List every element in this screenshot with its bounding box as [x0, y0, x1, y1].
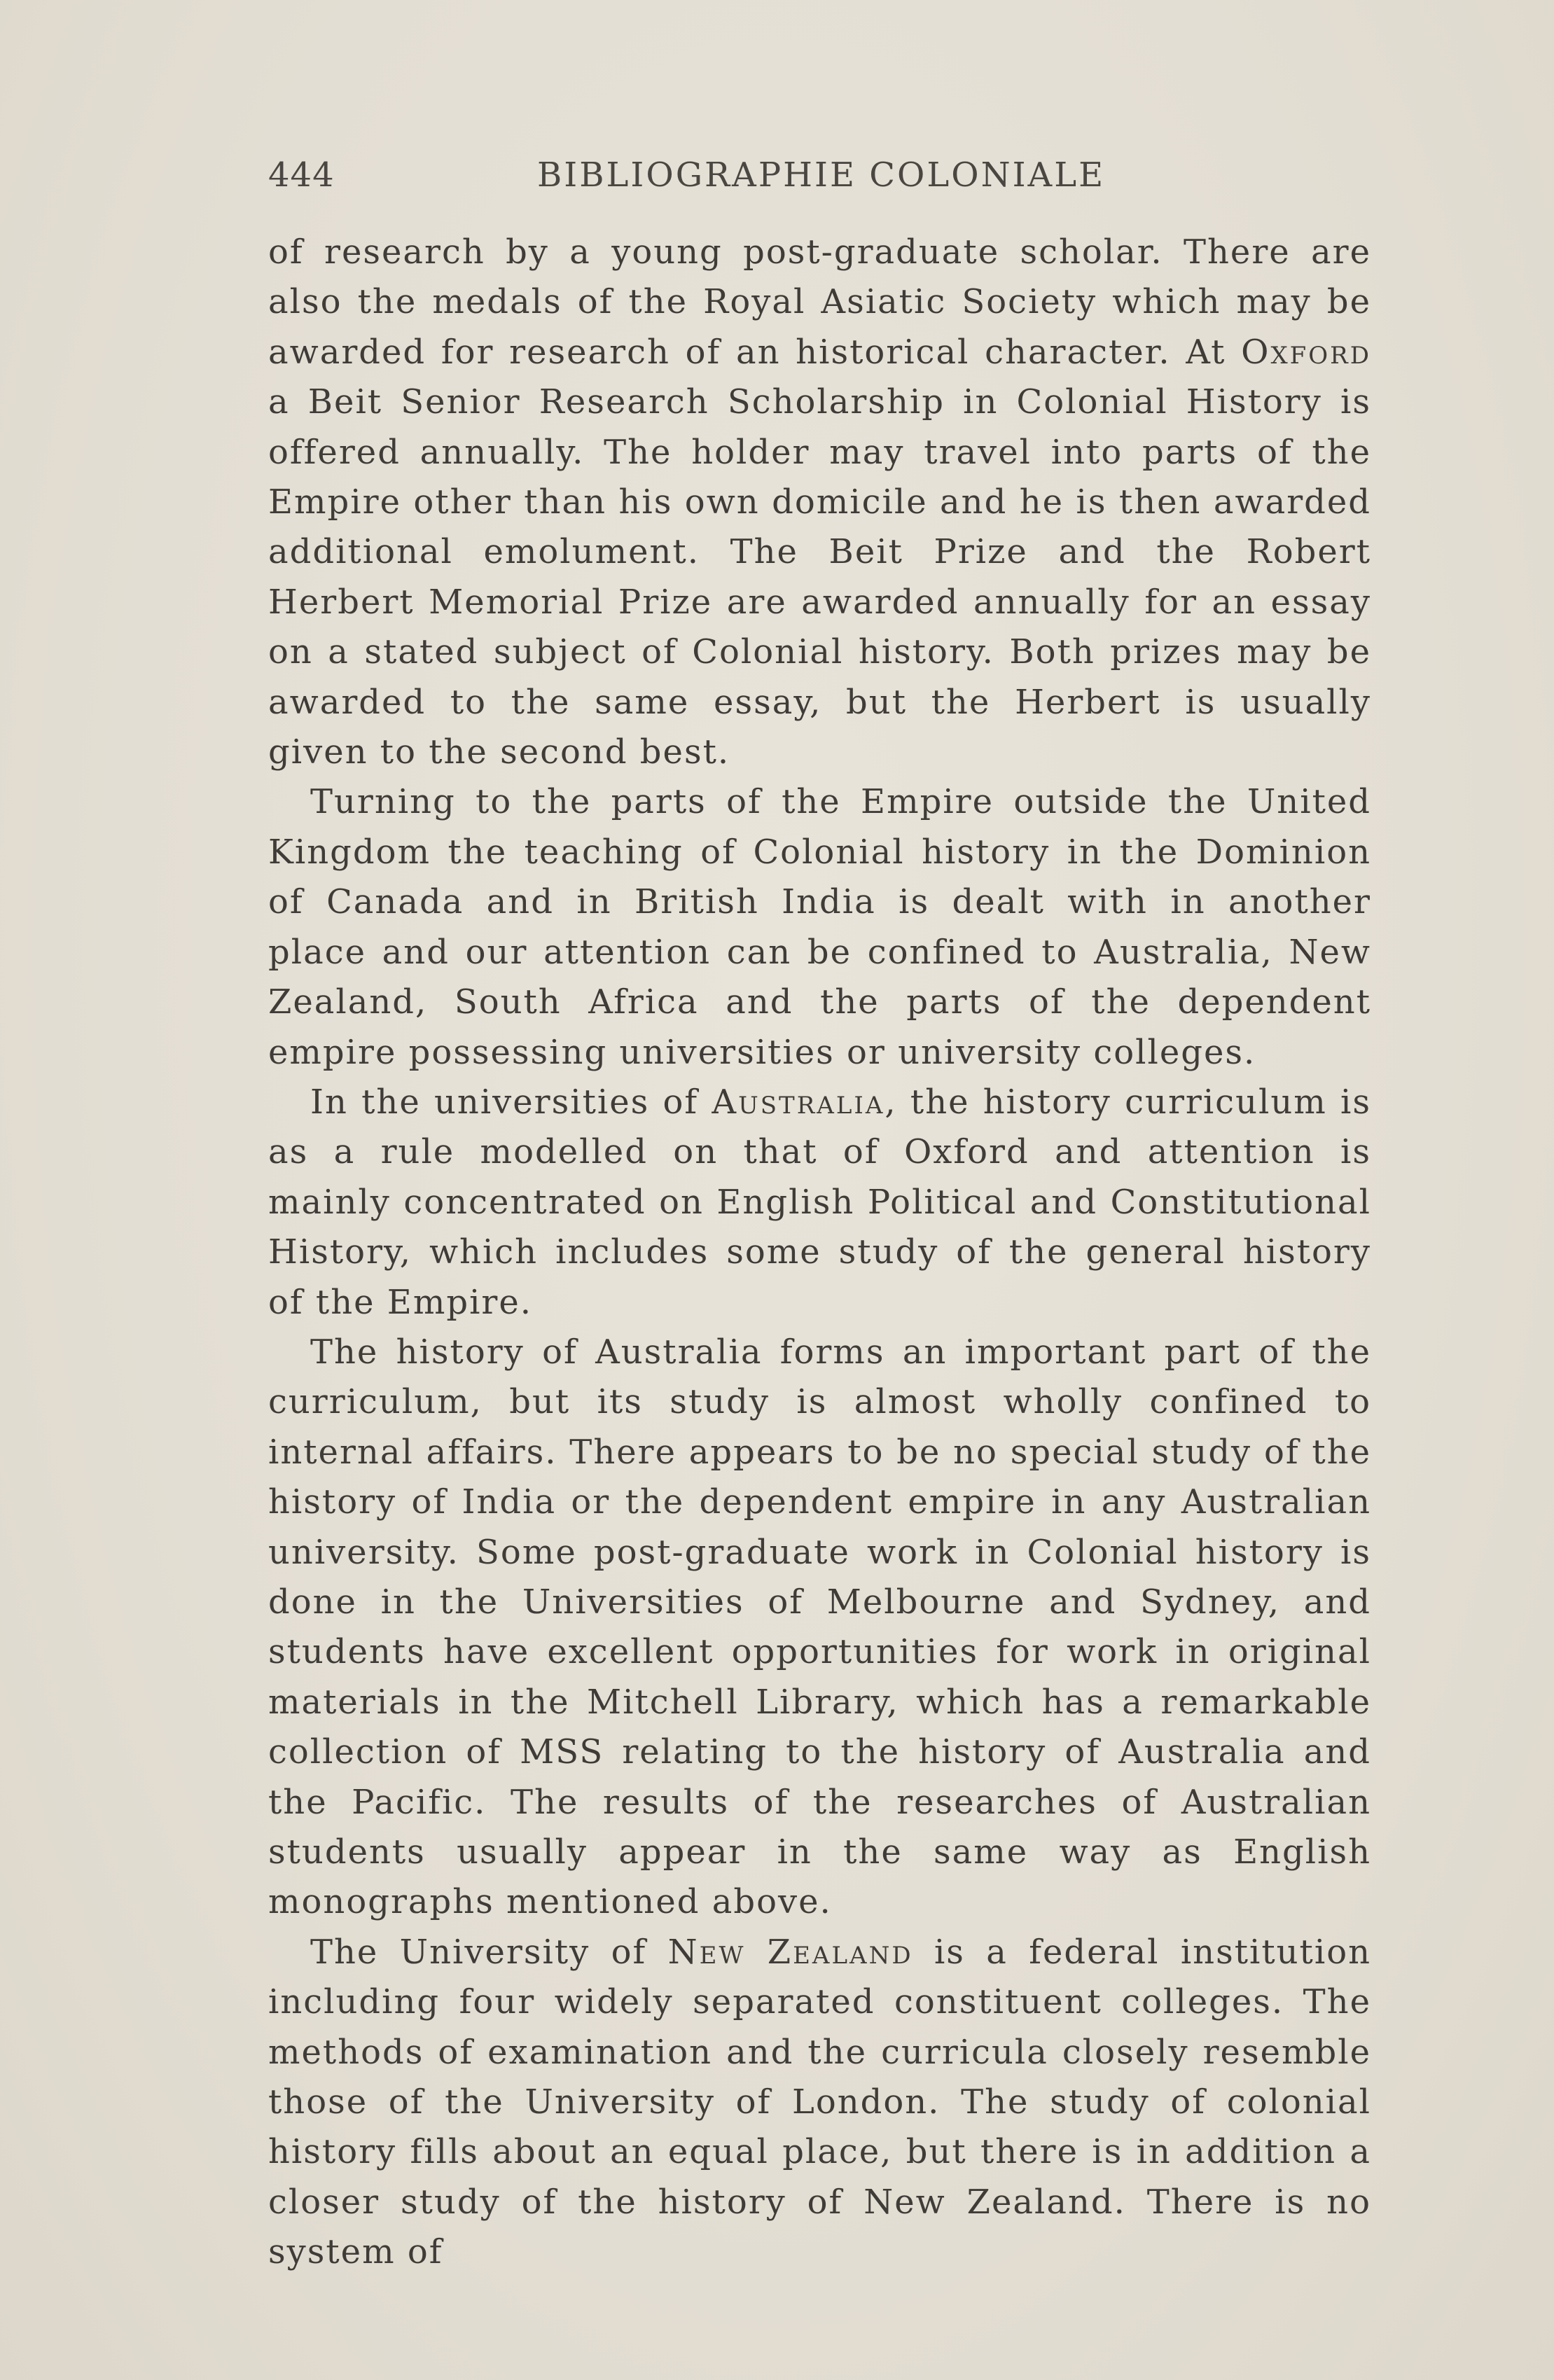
paragraph-oxford-scholarships — [268, 228, 1371, 777]
running-title: BIBLIOGRAPHIE COLONIALE — [537, 155, 1106, 195]
place-name-oxford: Oxford — [1241, 332, 1371, 372]
paragraph-australia-history — [268, 1328, 1371, 1928]
text-segment: , the history curriculum is as a rule modelled on that of Oxford and attention is mainly concentrated on English Political and Constitutional History, which includes some study of the general history of the Empire. — [268, 1082, 1371, 1322]
text-segment: is a federal institution including four widely separated constituent colleges. The methods of examination and the curricula closely resemble those of the University of London. The study of colonial history fills about an equal place, but there is in addition a closer study of the history of New Zealand. There is no system of — [268, 1932, 1372, 2272]
text-segment: The history of Australia forms an important part of the curriculum, but its study is almost wholly confined to internal affairs. There appears to be no special study of the history of India or the dependent empire in any Australian university. Some post-graduate work in Colonial history is done in the Universities of Melbourne and Sydney, and students have excellent opportunities for work in original materials in the Mitchell Library, which has a remarkable collection of MSS relating to the history of Australia and the Pacific. The results of the researches of Australian students usually appear in the same way as English monographs mentioned above. — [268, 1332, 1371, 1922]
text-segment: Turning to the parts of the Empire outside the United Kingdom the teaching of Colonial history in the Dominion of Canada and in British India is dealt with in another place and our attention can be confined to Australia, New Zealand, South Africa and the parts of the dependent empire possessing universities or university colleges. — [268, 782, 1371, 1072]
page-number: 444 — [268, 155, 335, 195]
text-segment: The University of — [310, 1932, 668, 1972]
text-segment: a Beit Senior Research Scholarship in Colonial History is offered annually. The holder may travel into parts of the Empire other than his own domicile and he is then awarded additional emolument. The Beit Prize and the Robert Herbert Memorial Prize are awarded annually for an essay on a stated subject of Colonial history. Both prizes may be awarded to the same essay, but the Herbert is usually given to the second best. — [268, 382, 1371, 772]
text-segment: of research by a young post-graduate scholar. There are also the medals of the Royal Asiatic Society which may be awarded for research of an historical character. At — [268, 232, 1371, 372]
page-header — [268, 155, 1130, 204]
place-name-new-zealand: New Zealand — [667, 1932, 913, 1972]
paragraph-empire-outside-uk — [268, 777, 1371, 1077]
text-segment: In the universities of — [310, 1082, 712, 1122]
paragraph-new-zealand — [268, 1928, 1371, 2278]
paragraph-australia-universities — [268, 1078, 1371, 1328]
place-name-australia: Australia — [712, 1082, 885, 1122]
body-text — [268, 228, 1371, 2278]
